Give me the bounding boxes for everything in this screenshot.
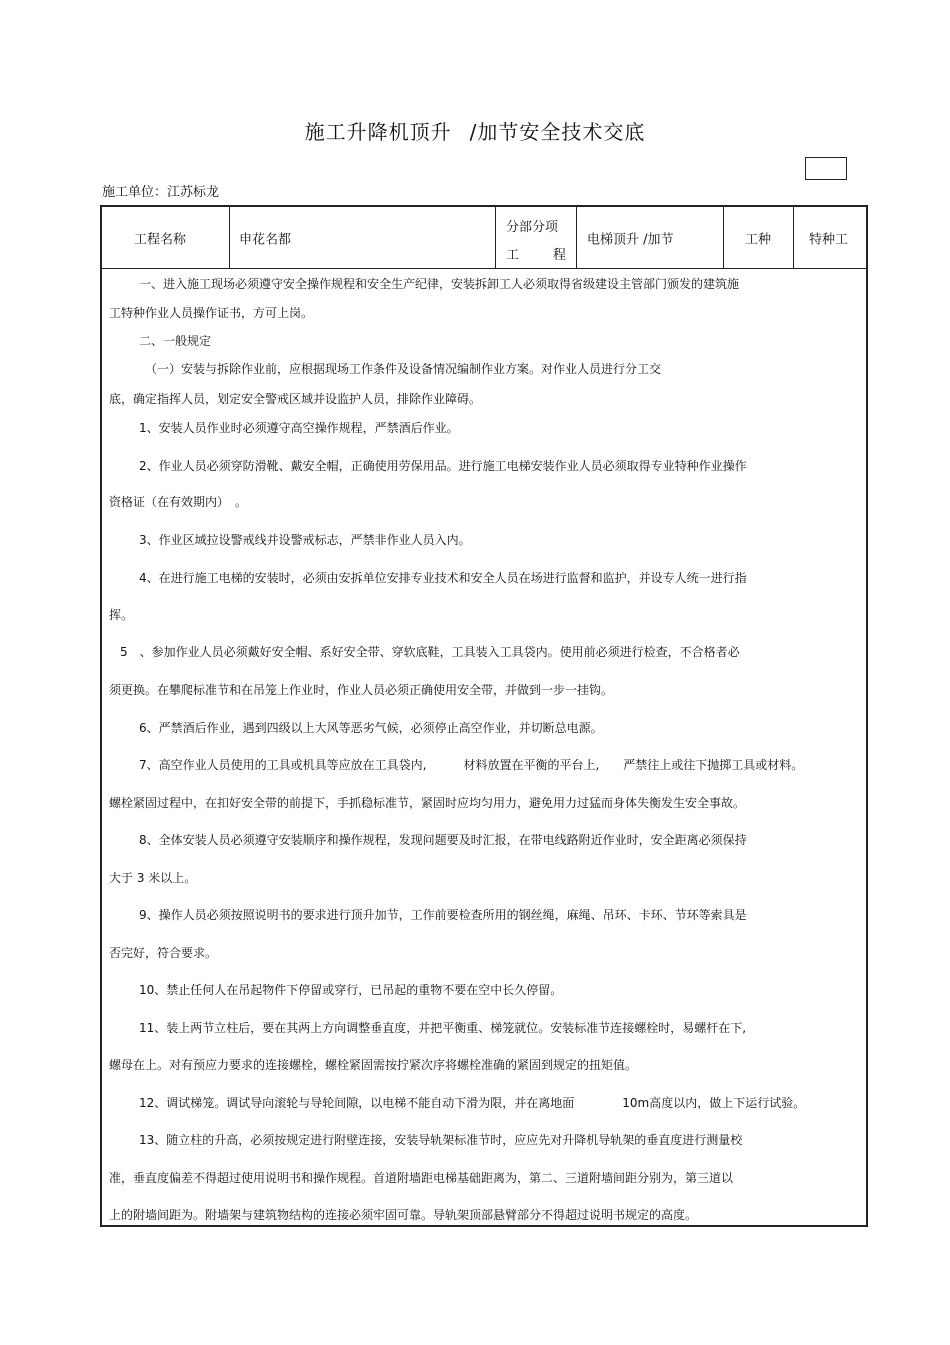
text-line xyxy=(139,756,803,773)
trade-label-cell xyxy=(724,207,794,268)
text-line: 5 、参加作业人员必须戴好安全帽、系好安全带、穿软底鞋，工具装入工具袋内。使用前必须进行检查，不合格者必 xyxy=(120,645,740,659)
trade-value-cell xyxy=(794,207,868,268)
subitem-label-line-1: 分部分项 xyxy=(506,220,559,235)
subitem-value-cell xyxy=(577,207,724,268)
text-line xyxy=(139,1094,805,1111)
text-line: 8、全体安装人员必须遵守安装顺序和操作规程，发现问题要及时汇报，在带电线路附近作业时，安全距离必须保持 xyxy=(139,833,747,847)
subitem-label-line-2b: 程 xyxy=(553,248,567,263)
project-label-cell xyxy=(102,207,230,268)
text-line: 底，确定指挥人员，划定安全警戒区域并设监护人员，排除作业障碍。 xyxy=(109,392,482,406)
text-line: 4、在进行施工电梯的安装时，必须由安拆单位安排专业技术和安全人员在场进行监督和监护，并设专人统一进行指 xyxy=(139,571,747,585)
text-line: 11、装上两节立柱后，要在其两上方向调整垂直度，并把平衡重、梯笼就位。安装标准节连接螺栓时，易螺杆在下, xyxy=(139,1021,747,1035)
text-segment: 10m高度以内，做上下运行试验。 xyxy=(622,1096,806,1110)
project-value: 申花名都 xyxy=(239,232,292,247)
text-line: 一、进入施工现场必须遵守安全操作规程和安全生产纪律，安装拆卸工人必须取得省级建设主管部门颁发的建筑施 xyxy=(139,277,740,291)
document-title xyxy=(0,116,950,145)
subitem-value: 电梯顶升 /加节 xyxy=(587,232,674,247)
text-line: 工特种作业人员操作证书，方可上岗。 xyxy=(109,306,314,320)
text-segment: 材料放置在平衡的平台上, xyxy=(463,758,600,772)
text-line: 资格证（在有效期内） 。 xyxy=(109,495,248,509)
title-part-2: /加节安全技术交底 xyxy=(469,120,646,144)
project-label: 工程名称 xyxy=(134,232,187,247)
construction-unit: 施工单位：江苏标龙 xyxy=(102,185,220,200)
text-segment: 12、调试梯笼。调试导向滚轮与导轮间隙，以电梯不能自动下滑为限，并在离地面 xyxy=(139,1096,575,1110)
text-segment: 7、高空作业人员使用的工具或机具等应放在工具袋内, xyxy=(139,758,427,772)
header-row xyxy=(102,207,866,269)
text-line: 上的附墙间距为。附墙架与建筑物结构的连接必须牢固可靠。导轨架顶部悬臂部分不得超过说明书规定的高度。 xyxy=(109,1208,698,1222)
text-line: 9、操作人员必须按照说明书的要求进行顶升加节，工作前要检查所用的钢丝绳，麻绳、吊环、卡环、节环等索具是 xyxy=(139,908,747,922)
text-line: 3、作业区域拉设警戒线并设警戒标志，严禁非作业人员入内。 xyxy=(139,533,471,547)
trade-label: 工种 xyxy=(745,232,772,247)
text-line: 螺母在上。对有预应力要求的连接螺栓，螺栓紧固需按拧紧次序将螺栓准确的紧固到规定的扭矩值。 xyxy=(109,1058,638,1072)
section-heading: 二、一般规定 xyxy=(139,334,212,348)
text-line: （一）安装与拆除作业前，应根据现场工作条件及设备情况编制作业方案。对作业人员进行分工交 xyxy=(145,362,662,376)
text-line: 须更换。在攀爬标准节和在吊笼上作业时，作业人员必须正确使用安全带，并做到一步一挂钩。 xyxy=(109,683,614,697)
text-line: 6、严禁酒后作业，遇到四级以上大风等恶劣气候，必须停止高空作业，并切断总电源。 xyxy=(139,721,603,735)
record-number-box xyxy=(805,157,847,180)
text-line: 13、随立柱的升高，必须按规定进行附壁连接，安装导轨架标准节时，应应先对升降机导轨架的垂直度进行测量校 xyxy=(139,1133,743,1147)
text-line: 准，垂直度偏差不得超过使用说明书和操作规程。首道附墙距电梯基础距离为，第二、三道附墙间距分别为，第三道以 xyxy=(109,1171,734,1185)
subitem-label-line-2a: 工 xyxy=(506,248,520,263)
text-line: 挥。 xyxy=(109,608,134,622)
text-line: 螺栓紧固过程中，在扣好安全带的前提下，手抓稳标准节，紧固时应均匀用力，避免用力过猛而身体失衡发生安全事故。 xyxy=(109,796,746,810)
text-line: 2、作业人员必须穿防滑靴、戴安全帽，正确使用劳保用品。进行施工电梯安装作业人员必须取得专业特种作业操作 xyxy=(139,459,747,473)
subitem-label-cell xyxy=(496,207,577,268)
text-line: 10、禁止任何人在吊起物件下停留或穿行，已吊起的重物不要在空中长久停留。 xyxy=(139,983,563,997)
text-segment: 严禁往上或往下抛掷工具或材料。 xyxy=(623,758,804,772)
text-line: 1、安装人员作业时必须遵守高空操作规程，严禁酒后作业。 xyxy=(139,421,459,435)
project-value-cell xyxy=(230,207,496,268)
disclosure-table xyxy=(100,205,868,1227)
title-part-1: 施工升降机顶升 xyxy=(304,120,452,144)
trade-value: 特种工 xyxy=(809,232,849,247)
text-line: 否完好，符合要求。 xyxy=(109,946,218,960)
text-line: 大于 3 米以上。 xyxy=(109,871,197,885)
